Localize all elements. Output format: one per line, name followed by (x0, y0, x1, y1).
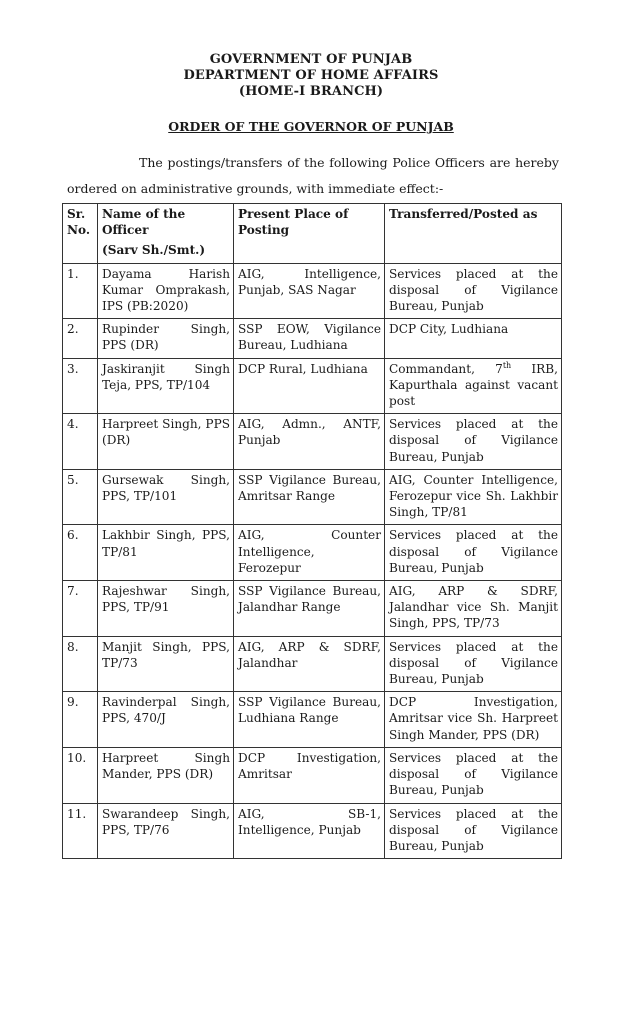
table-row (63, 692, 562, 748)
cell-transferred: Services placed at the disposal of Vigilance Bureau, Punjab (385, 747, 562, 803)
table-row (63, 263, 562, 319)
header-officer-name-label: Name of the Officer (102, 207, 186, 238)
cell-name: Lakhbir Singh, PPS, TP/81 (98, 525, 234, 581)
table-row (63, 319, 562, 358)
header-present-posting: Present Place of Posting (234, 204, 385, 264)
cell-sr: 6. (63, 525, 98, 581)
cell-transferred: AIG, Counter Intelligence, Ferozepur vice Sh. Lakhbir Singh, TP/81 (385, 469, 562, 525)
table-row (63, 747, 562, 803)
header-officer-name-sub: (Sarv Sh./Smt.) (102, 243, 206, 258)
cell-sr: 11. (63, 803, 98, 859)
cell-name: Ravinderpal Singh, PPS, 470/J (98, 692, 234, 748)
cell-sr: 1. (63, 263, 98, 319)
cell-name: Harpreet Singh, PPS (DR) (98, 414, 234, 470)
cell-transferred: Services placed at the disposal of Vigilance Bureau, Punjab (385, 525, 562, 581)
table-row (63, 636, 562, 692)
cell-name: Rupinder Singh, PPS (DR) (98, 319, 234, 358)
cell-present: AIG, Counter Intelligence, Ferozepur (234, 525, 385, 581)
cell-transferred: Services placed at the disposal of Vigilance Bureau, Punjab (385, 414, 562, 470)
table-row (63, 803, 562, 859)
intro-text: The postings/transfers of the following Police Officers are hereby ordered on administrative grounds, with immediate effect:- (67, 155, 559, 196)
header-government: GOVERNMENT OF PUNJAB (209, 52, 413, 67)
header-branch: (HOME-I BRANCH) (238, 84, 384, 99)
cell-present: SSP Vigilance Bureau, Ludhiana Range (234, 692, 385, 748)
header-officer-name (98, 204, 234, 264)
table-row (63, 469, 562, 525)
cell-name: Gursewak Singh, PPS, TP/101 (98, 469, 234, 525)
document-header (0, 52, 622, 100)
table-header-row (63, 204, 562, 264)
cell-name: Manjit Singh, PPS, TP/73 (98, 636, 234, 692)
cell-sr: 2. (63, 319, 98, 358)
cell-transferred: DCP City, Ludhiana (385, 319, 562, 358)
cell-present: AIG, Intelligence, Punjab, SAS Nagar (234, 263, 385, 319)
table-row (63, 581, 562, 637)
intro-paragraph (67, 150, 559, 202)
cell-present: SSP EOW, Vigilance Bureau, Ludhiana (234, 319, 385, 358)
cell-name: Swarandeep Singh, PPS, TP/76 (98, 803, 234, 859)
cell-sr: 5. (63, 469, 98, 525)
cell-present: AIG, Admn., ANTF, Punjab (234, 414, 385, 470)
cell-transferred: DCP Investigation, Amritsar vice Sh. Harpreet Singh Mander, PPS (DR) (385, 692, 562, 748)
cell-name: Harpreet Singh Mander, PPS (DR) (98, 747, 234, 803)
cell-sr: 8. (63, 636, 98, 692)
cell-present: SSP Vigilance Bureau, Amritsar Range (234, 469, 385, 525)
table-row (63, 414, 562, 470)
cell-transferred: Services placed at the disposal of Vigilance Bureau, Punjab (385, 263, 562, 319)
cell-present: SSP Vigilance Bureau, Jalandhar Range (234, 581, 385, 637)
table-row (63, 525, 562, 581)
cell-sr: 3. (63, 358, 98, 414)
cell-present: AIG, SB-1, Intelligence, Punjab (234, 803, 385, 859)
cell-transferred-sup: th (502, 360, 512, 370)
cell-transferred: AIG, ARP & SDRF, Jalandhar vice Sh. Manjit Singh, PPS, TP/73 (385, 581, 562, 637)
cell-transferred (385, 358, 562, 414)
table-row (63, 358, 562, 414)
cell-present: DCP Rural, Ludhiana (234, 358, 385, 414)
header-sr-no: Sr. No. (63, 204, 98, 264)
cell-sr: 4. (63, 414, 98, 470)
postings-table (62, 203, 562, 859)
cell-sr: 9. (63, 692, 98, 748)
cell-transferred: Services placed at the disposal of Vigilance Bureau, Punjab (385, 803, 562, 859)
cell-name: Dayama Harish Kumar Omprakash, IPS (PB:2020) (98, 263, 234, 319)
header-transferred-posted: Transferred/Posted as (385, 204, 562, 264)
order-title: ORDER OF THE GOVERNOR OF PUNJAB (168, 119, 454, 134)
cell-name: Rajeshwar Singh, PPS, TP/91 (98, 581, 234, 637)
cell-name: Jaskiranjit Singh Teja, PPS, TP/104 (98, 358, 234, 414)
cell-sr: 7. (63, 581, 98, 637)
header-department: DEPARTMENT OF HOME AFFAIRS (183, 68, 439, 83)
cell-transferred-post: IRB, Kapurthala against vacant post (389, 361, 558, 409)
cell-present: DCP Investigation, Amritsar (234, 747, 385, 803)
cell-transferred-pre: Commandant, 7 (389, 361, 503, 376)
cell-present: AIG, ARP & SDRF, Jalandhar (234, 636, 385, 692)
cell-transferred: Services placed at the disposal of Vigilance Bureau, Punjab (385, 636, 562, 692)
cell-sr: 10. (63, 747, 98, 803)
